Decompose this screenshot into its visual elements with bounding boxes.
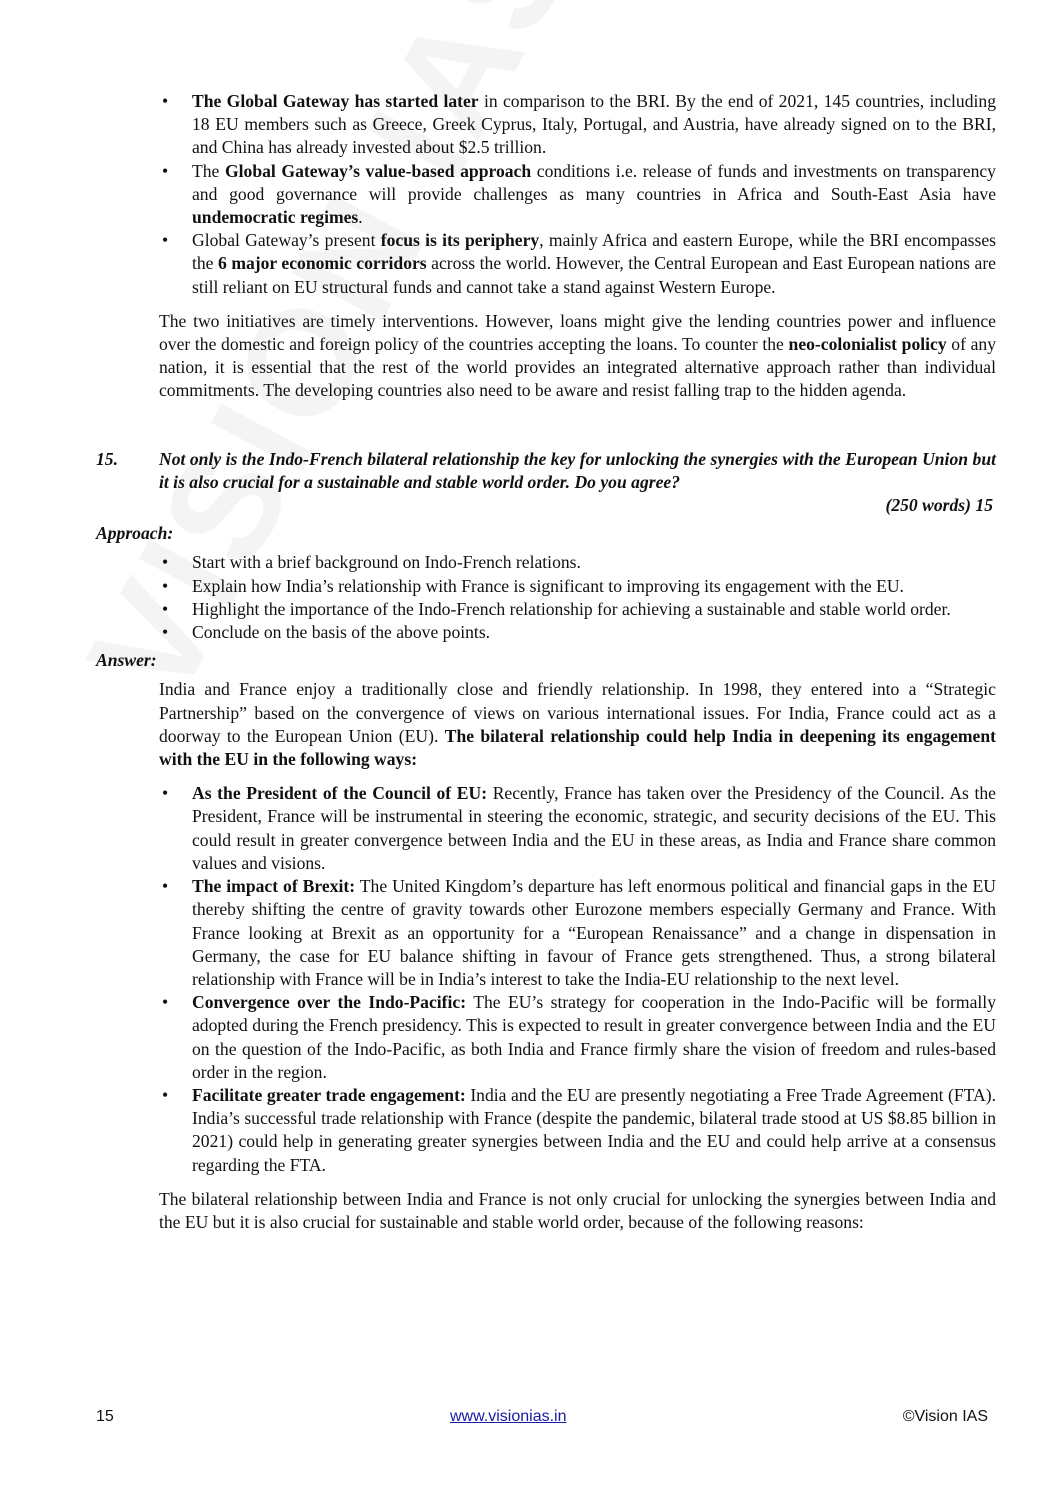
text-run: India and France enjoy a traditionally close and friendly relationship. In 1998, they entered into a “Strategic Partnership” based on the convergence of views on various international issues. For India, France could act as a doorway to the European Union (EU). xyxy=(159,679,996,746)
bold-text: Convergence over the Indo-Pacific: xyxy=(192,992,467,1013)
text-run: Global Gateway’s present xyxy=(192,230,381,251)
intro-bullet-list xyxy=(96,90,996,299)
website-link[interactable]: www.visionias.in xyxy=(450,1408,567,1425)
bold-text: The bilateral relationship could help India in deepening its engagement with the EU in the following ways: xyxy=(159,725,996,770)
bold-text: The impact of Brexit: xyxy=(192,876,356,897)
list-item xyxy=(96,551,996,574)
list-item xyxy=(96,575,996,598)
bold-text: The Global Gateway has started later xyxy=(192,91,479,111)
text-run: Recently, France has taken over the Presidency of the Council. As the President, France will be instrumental in steering the economic, strategic, and security decisions of the EU. This could result in greater convergence between India and the EU in these areas, as India and France share common values and visions. xyxy=(192,783,996,873)
question-marks: (250 words) 15 xyxy=(885,495,993,516)
list-item xyxy=(96,229,996,299)
text-run: , mainly Africa and eastern Europe, while the BRI encompasses the xyxy=(192,230,996,274)
list-item xyxy=(96,621,996,644)
text-run: The bilateral relationship between India and France is not only crucial for unlocking the synergies between India and the EU but it is also crucial for sustainable and stable world order, because of the following reasons: xyxy=(159,1188,996,1232)
text-run: Conclude on the basis of the above points. xyxy=(192,622,491,643)
page-number: 15 xyxy=(96,1408,114,1425)
text-run: The two initiatives are timely interventions. However, loans might give the lending countries power and influence over the domestic and foreign policy of the countries accepting the loans. To counter the xyxy=(159,310,996,355)
text-run: Start with a brief background on Indo-French relations. xyxy=(192,552,581,573)
bold-text: 6 major economic corridors xyxy=(218,253,427,274)
text-run: The EU’s strategy for cooperation in the Indo-Pacific will be formally adopted during the French presidency. This is expected to result in greater convergence between India and the EU on the question of the Indo-Pacific, as both India and France firmly share the vision of freedom and rules-based order in the region. xyxy=(192,992,996,1082)
answer-closing xyxy=(96,1188,996,1234)
bold-text: Facilitate greater trade engagement: xyxy=(192,1084,466,1105)
bold-text: Global Gateway’s value-based approach xyxy=(224,160,532,181)
list-item xyxy=(96,782,996,875)
bold-text: focus is its periphery xyxy=(380,230,540,251)
text-run: of any nation, it is essential that the rest of the world provides an integrated alternative approach rather than individual commitments. The developing countries also need to be aware and resist falling trap to the hidden agenda. xyxy=(159,334,996,401)
text-run: conditions i.e. release of funds and investments on transparency and good governance will provide challenges as many countries in Africa and South-East Asia have xyxy=(192,160,996,204)
text-run: The xyxy=(192,160,225,181)
question-number: 15. xyxy=(96,448,118,469)
question xyxy=(96,448,996,494)
approach-list xyxy=(96,551,996,644)
list-item xyxy=(96,991,996,1084)
text-run: across the world. However, the Central European and East European nations are still reliant on EU structural funds and cannot take a stand against Western Europe. xyxy=(192,253,996,297)
answer-heading: Answer: xyxy=(96,650,157,671)
list-item xyxy=(96,598,996,621)
text-run: Explain how India’s relationship with France is significant to improving its engagement with the EU. xyxy=(192,575,904,596)
conclusion-paragraph xyxy=(96,310,996,403)
bold-text: undemocratic regimes xyxy=(192,207,359,228)
text-run: India and the EU are presently negotiating a Free Trade Agreement (FTA). India’s successful trade relationship with France (despite the pandemic, bilateral trade stood at US $8.85 billion in 2021) could help in generating greater synergies between India and the EU and could help arrive at a consensus regarding the FTA. xyxy=(192,1084,996,1175)
list-item xyxy=(96,160,996,230)
bold-text: As the President of the Council of EU: xyxy=(192,783,488,804)
copyright: ©Vision IAS xyxy=(902,1408,988,1425)
question-text: Not only is the Indo-French bilateral relationship the key for unlocking the synergies with the European Union but it is also crucial for a sustainable and stable world order. Do you agree? xyxy=(159,448,996,492)
text-run: The United Kingdom’s departure has left enormous political and financial gaps in the EU thereby shifting the centre of gravity towards other Eurozone members especially Germany and France. With France looking at Brexit as an opportunity for a “European Renaissance” and a change in dispensation in Germany, the case for EU balance shifting in favour of France gets strengthened. Thus, a strong bilateral relationship with France will be in India’s interest to take the India-EU relationship to the next level. xyxy=(192,876,996,989)
list-item xyxy=(96,90,996,160)
bold-text: neo-colonialist policy xyxy=(788,334,947,355)
list-item xyxy=(96,875,996,991)
text-run: . xyxy=(358,207,363,228)
text-run: Highlight the importance of the Indo-French relationship for achieving a sustainable and stable world order. xyxy=(192,598,951,619)
list-item xyxy=(96,1084,996,1177)
answer-intro xyxy=(96,678,996,771)
page-footer xyxy=(96,1405,988,1428)
page-content xyxy=(96,90,996,1234)
answer-bullet-list xyxy=(96,782,996,1176)
text-run: in comparison to the BRI. By the end of 2021, 145 countries, including 18 EU members such as Greece, Greek Cyprus, Italy, Portugal, and Austria, have already signed on to the BRI, and China has already invested about $2.5 trillion. xyxy=(192,91,996,158)
approach-heading: Approach: xyxy=(96,523,174,544)
